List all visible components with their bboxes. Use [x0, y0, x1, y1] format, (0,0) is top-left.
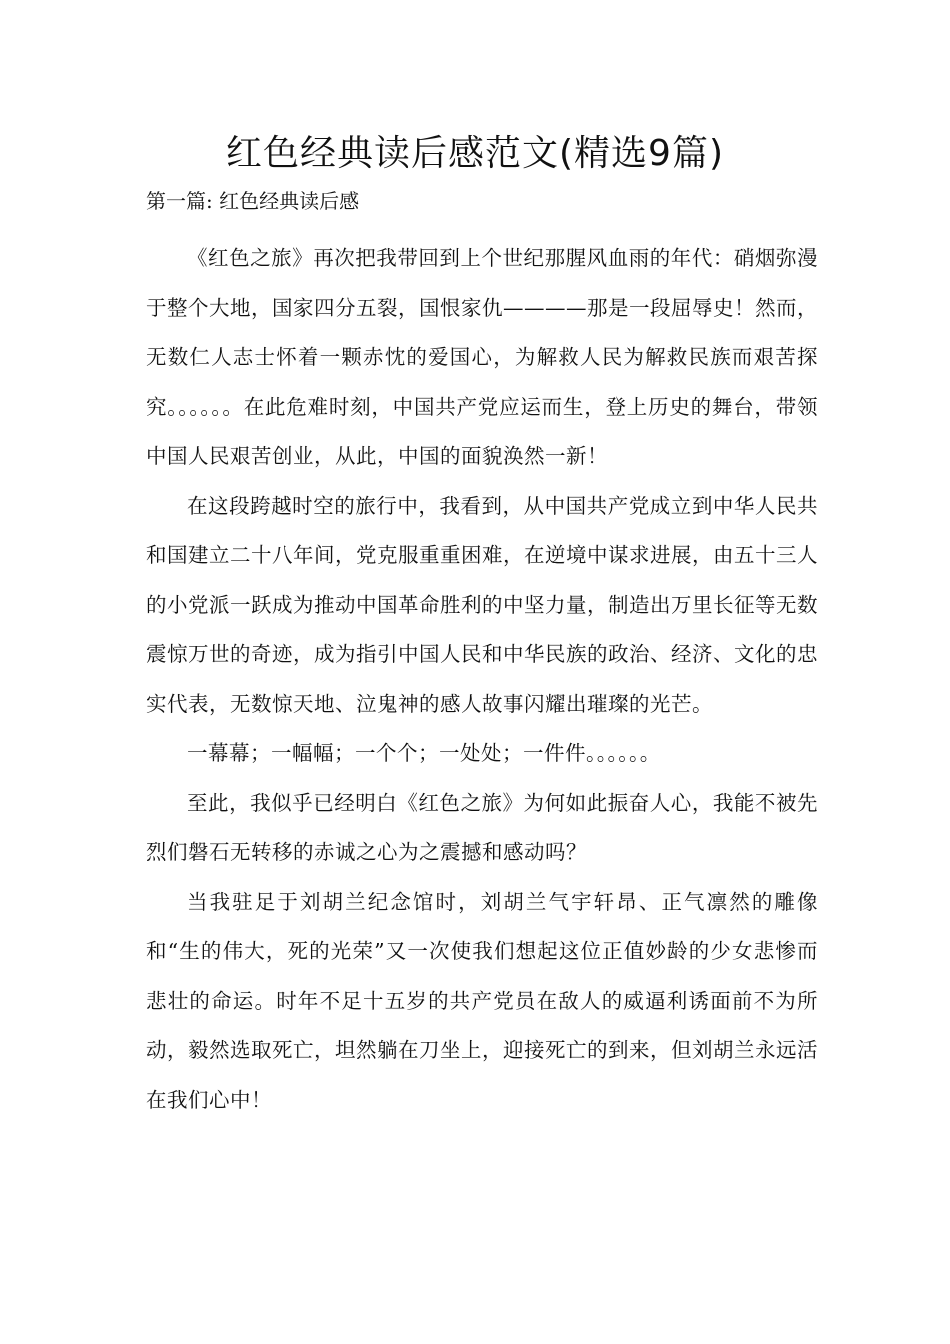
paragraph-5: 当我驻足于刘胡兰纪念馆时，刘胡兰气宇轩昂、正气凛然的雕像和“生的伟大，死的光荣”又一次使我们想起这位正值妙龄的少女悲惨而悲壮的命运。时年不足十五岁的共产党员在敌人的威逼利诱面前不为所动，毅然选取死亡，坦然躺在刀坐上，迎接死亡的到来，但刘胡兰永远活在我们心中！	[146, 889, 818, 1112]
paragraph-2: 在这段跨越时空的旅行中，我看到，从中国共产党成立到中华人民共和国建立二十八年间，党克服重重困难，在逆境中谋求进展，由五十三人的小党派一跃成为推动中国革命胜利的中坚力量，制造出万里长征等无数震惊万世的奇迹，成为指引中国人民和中华民族的政治、经济、文化的忠实代表，无数惊天地、泣鬼神的感人故事闪耀出璀璨的光芒。	[146, 493, 818, 716]
document-title: 红色经典读后感范文(精选9篇)	[226, 133, 724, 174]
document-body	[146, 234, 818, 1125]
paragraph-3: 一幕幕；一幅幅；一个个；一处处；一件件。。。。。。	[187, 741, 661, 765]
paragraph-1: 《红色之旅》再次把我带回到上个世纪那腥风血雨的年代：硝烟弥漫于整个大地，国家四分五裂，国恨家仇————那是一段屈辱史！然而，无数仁人志士怀着一颗赤忱的爱国心，为解救人民为解救民族而艰苦探究。。。。。。在此危难时刻，中国共产党应运而生，登上历史的舞台，带领中国人民艰苦创业，从此，中国的面貌涣然一新！	[146, 246, 818, 468]
section-heading: 第一篇: 红色经典读后感	[146, 189, 360, 213]
paragraph-4: 至此，我似乎已经明白《红色之旅》为何如此振奋人心，我能不被先烈们磐石无转移的赤诚之心为之震撼和感动吗？	[146, 790, 818, 864]
